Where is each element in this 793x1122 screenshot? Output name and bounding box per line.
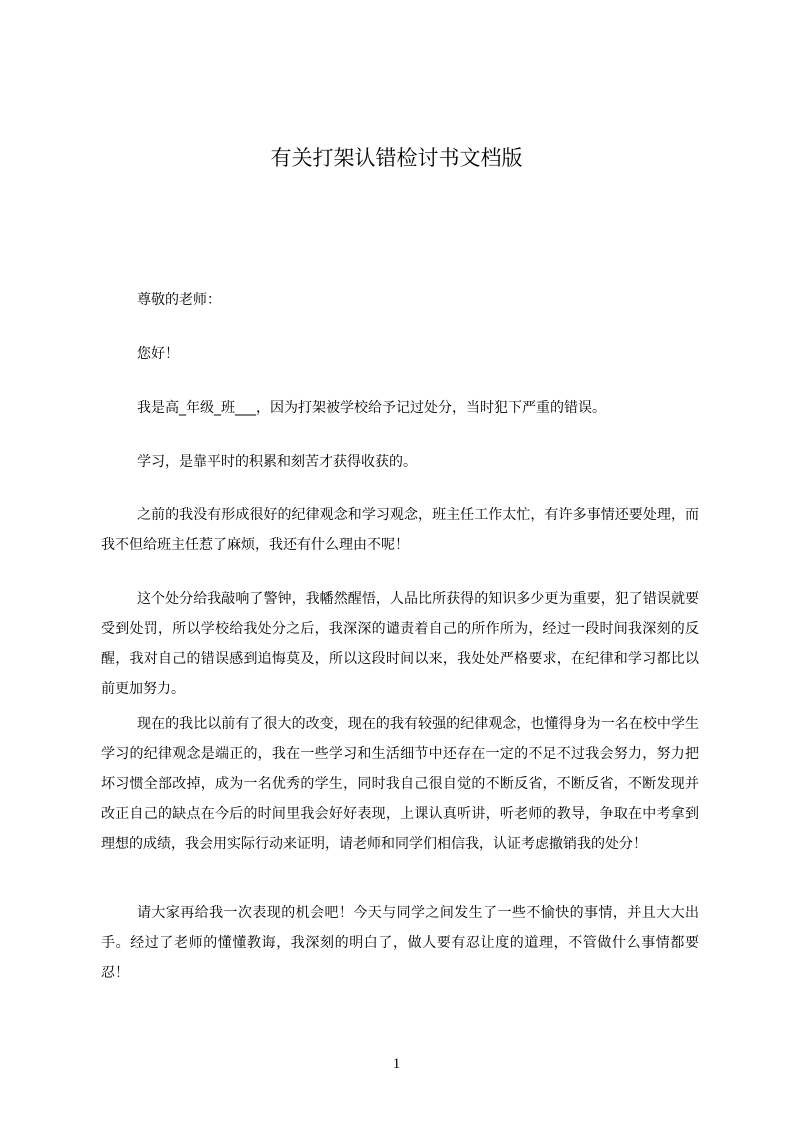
- paragraph-3: 之前的我没有形成很好的纪律观念和学习观念，班主任工作太忙，有许多事情还要处理，而我不但给班主任惹了麻烦，我还有什么理由不呢！: [101, 507, 699, 553]
- paragraph-2: 学习，是靠平时的积累和刻苦才获得收获的。: [137, 454, 417, 470]
- page-number: 1: [392, 1056, 401, 1072]
- paragraph-5: 现在的我比以前有了很大的改变，现在的我有较强的纪律观念，也懂得身为一名在校中学生学习的纪律观念是端正的，我在一些学习和生活细节中还存在一定的不足不过我会努力，努力把坏习惯全部改掉，成为一名优秀的学生，同时我自己很自觉的不断反省，不断反省，不断发现并改正自己的缺点在今后的时间里我会好好表现，上课认真听讲，听老师的教导，争取在中考拿到理想的成绩，我会用实际行动来证明，请老师和同学们相信我，认证考虑撤销我的处分！: [101, 716, 699, 852]
- paragraph-1: 我是高_年级_班___，因为打架被学校给予记过处分，当时犯下严重的错误。: [137, 400, 606, 416]
- paragraph-4: 这个处分给我敲响了警钟，我幡然醒悟，人品比所获得的知识多少更为重要，犯了错误就要受到处罚，所以学校给我处分之后，我深深的谴责着自己的所作所为，经过一段时间我深刻的反醒，我对自己的错误感到追悔莫及，所以这段时间以来，我处处严格要求，在纪律和学习都比以前更加努力。: [101, 591, 699, 697]
- greeting: 您好！: [137, 346, 179, 362]
- document-title: 有关打架认错检讨书文档版: [270, 146, 523, 170]
- salutation: 尊敬的老师：: [137, 292, 221, 308]
- paragraph-6: 请大家再给我一次表现的机会吧！今天与同学之间发生了一些不愉快的事情，并且大大出手。经过了老师的懂懂教诲，我深刻的明白了，做人要有忍让度的道理，不管做什么事情都要忍！: [101, 905, 699, 981]
